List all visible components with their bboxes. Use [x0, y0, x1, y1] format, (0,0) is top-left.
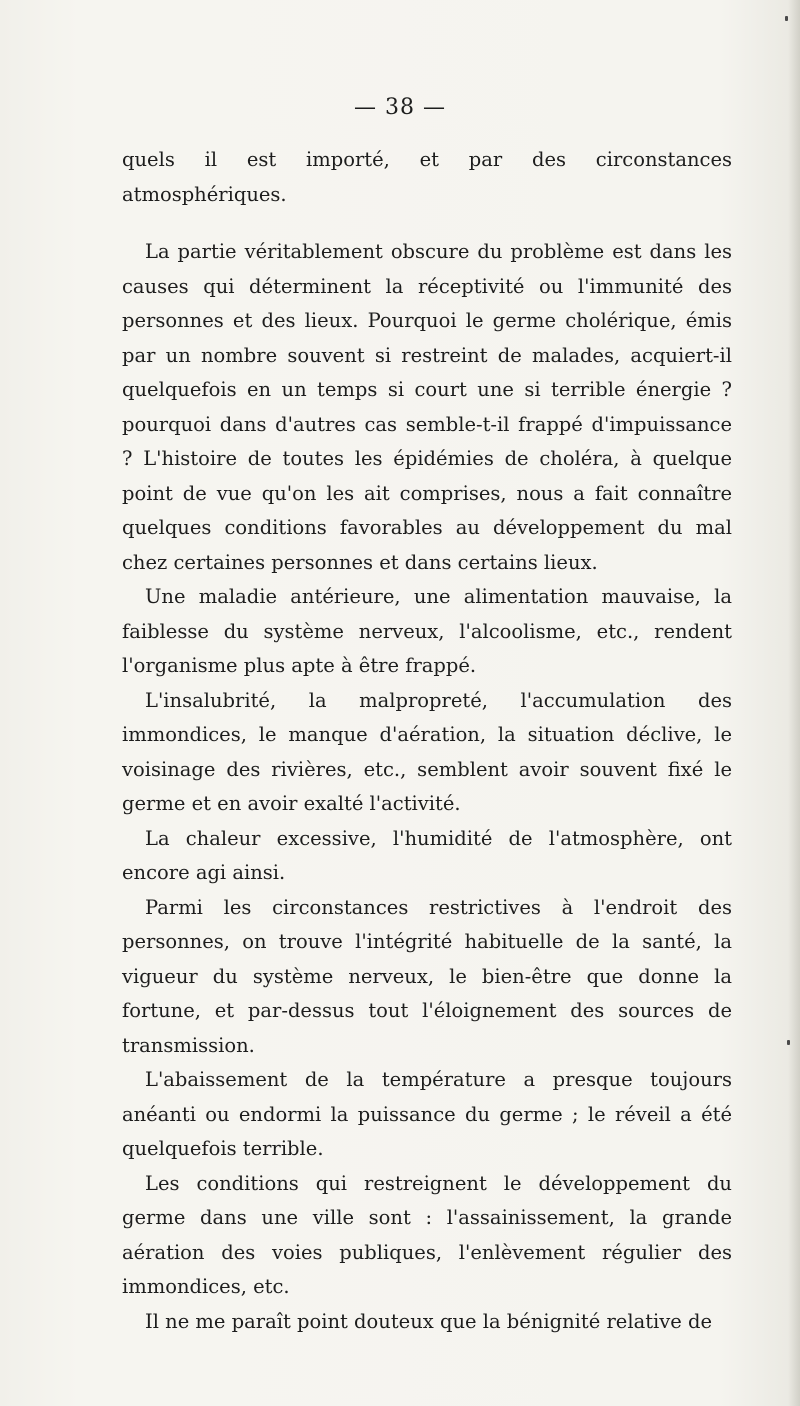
paragraph: Une maladie antérieure, une alimentation mauvaise, la faiblesse du système nerveux, l'alcoolisme, etc., rendent l'organisme plus apte à être frappé. [122, 585, 732, 677]
paragraph: La chaleur excessive, l'humidité de l'atmosphère, ont encore agi ainsi. [122, 826, 732, 884]
paragraph: Parmi les circonstances restrictives à l'endroit des personnes, on trouve l'intégrité habituelle de la santé, la vigueur du système nerveux, le bien-être que donne la fortune, et par-dessus tout l'éloignement des sources de transmission. [122, 895, 732, 1057]
paragraph: quels il est importé, et par des circonstances atmosphériques. [122, 148, 732, 206]
paragraph: La partie véritablement obscure du problème est dans les causes qui déterminent la réceptivité ou l'immunité des personnes et des lieux. Pourquoi le germe cholérique, émis par un nombre souvent si restreint de malades, acquiert-il quelquefois en un temps si court une si terrible énergie ? pourquoi dans d'autres cas semble-t-il frappé d'impuissance ? L'histoire de toutes les épidémies de choléra, à quelque point de vue qu'on les ait comprises, nous a fait connaître quelques conditions favorables au développement du mal chez certaines personnes et dans certains lieux. [122, 240, 732, 574]
ink-speck [787, 1040, 790, 1045]
page-edge-shadow [788, 0, 800, 1406]
paragraph: Les conditions qui restreignent le développement du germe dans une ville sont : l'assainissement, la grande aération des voies publiques, l'enlèvement régulier des immondices, etc. [122, 1171, 732, 1298]
body-text [122, 143, 732, 1339]
page-number: — 38 — [354, 95, 446, 120]
paragraph: L'insalubrité, la malpropreté, l'accumulation des immondices, le manque d'aération, la situation déclive, le voisinage des rivières, etc., semblent avoir souvent fixé le germe et en avoir exalté l'activité. [122, 688, 732, 815]
paragraph: Il ne me paraît point douteux que la bénignité relative de [145, 1309, 713, 1333]
paragraph: L'abaissement de la température a presque toujours anéanti ou endormi la puissance du germe ; le réveil a été quelquefois terrible. [122, 1068, 732, 1160]
ink-speck [785, 16, 788, 21]
